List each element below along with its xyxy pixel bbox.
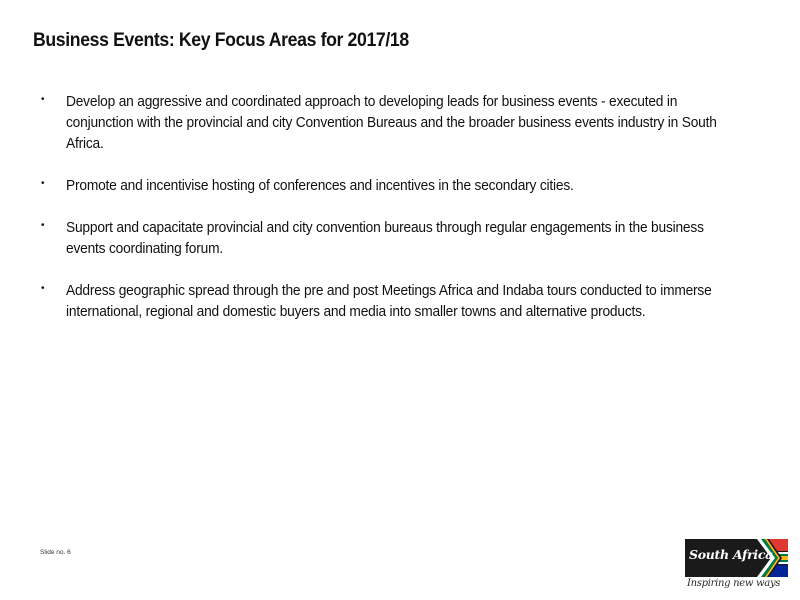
bullet-dot-icon: •: [41, 283, 45, 294]
south-africa-logo: [685, 539, 788, 593]
bullet-text: Support and capacitate provincial and city convention bureaus through regular engagements in the business events coordinating forum.: [66, 220, 704, 257]
bullet-item: [38, 281, 758, 323]
slide-number: Slide no. 6: [40, 549, 71, 556]
bullet-text: Promote and incentivise hosting of conferences and incentives in the secondary cities.: [66, 178, 574, 194]
bullet-text: Address geographic spread through the pre and post Meetings Africa and Indaba tours conducted to immerse international, regional and domestic buyers and media into smaller towns and alternative products.: [66, 283, 712, 320]
bullet-list: [38, 92, 758, 344]
bullet-dot-icon: •: [41, 220, 45, 231]
bullet-text: Develop an aggressive and coordinated approach to developing leads for business events - executed in conjunction with the provincial and city Convention Bureaus and the broader business events industry in South Africa.: [66, 94, 717, 152]
logo-wordmark: South Africa: [689, 547, 773, 562]
bullet-item: [38, 218, 758, 260]
logo-tagline: Inspiring new ways: [687, 578, 781, 589]
slide-title: Business Events: Key Focus Areas for 2017/18: [33, 30, 409, 51]
bullet-dot-icon: •: [41, 178, 45, 189]
bullet-item: [38, 176, 758, 197]
bullet-item: [38, 92, 758, 155]
bullet-dot-icon: •: [41, 94, 45, 105]
